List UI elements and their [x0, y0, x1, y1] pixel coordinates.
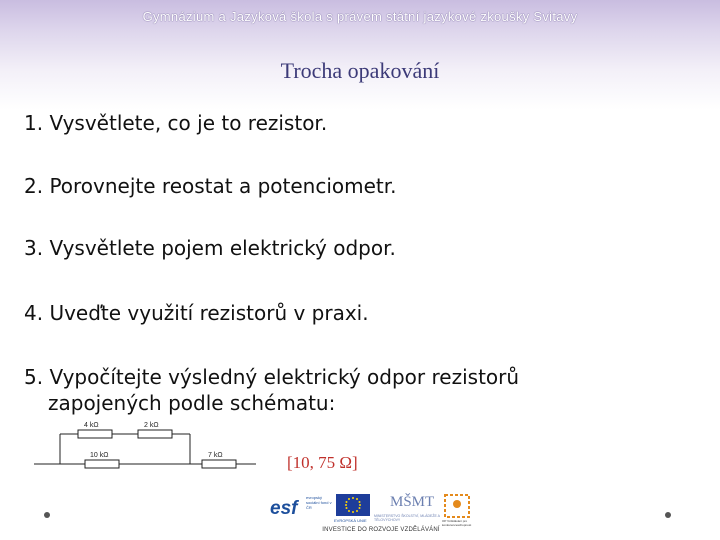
- resistor-2k-label: 2 kΩ: [144, 422, 159, 429]
- resistor-7k: [202, 460, 236, 468]
- nav-bullet-right: [665, 512, 671, 518]
- resistor-10k-label: 10 kΩ: [90, 452, 109, 459]
- esf-logo: [270, 494, 304, 520]
- slide-title: Trocha opakování: [280, 58, 440, 83]
- esf-caption: evropský sociální fond v ČR: [306, 495, 332, 510]
- question-4: 4. Uveďte využití rezistorů v praxi.: [24, 301, 369, 325]
- answer-result: [10, 75 Ω]: [287, 453, 358, 472]
- question-3: 3. Vysvětlete pojem elektrický odpor.: [24, 236, 396, 260]
- eu-funding-logos: [270, 490, 482, 534]
- school-header: Gymnázium a Jazyková škola s právem státní jazykové zkoušky Svitavy: [142, 9, 578, 24]
- funding-slogan: INVESTICE DO ROZVOJE VZDĚLÁVÁNÍ: [322, 527, 440, 533]
- esf-text: esf: [270, 498, 298, 519]
- circuit-schematic: [30, 418, 260, 488]
- eu-caption: EVROPSKÁ UNIE: [334, 518, 367, 523]
- question-5-line1: 5. Vypočítejte výsledný elektrický odpor rezistorů: [24, 365, 520, 389]
- question-1: 1. Vysvětlete, co je to rezistor.: [24, 111, 328, 135]
- resistor-2k: [138, 430, 172, 438]
- question-5: [24, 364, 519, 416]
- question-2: 2. Porovnejte reostat a potenciometr.: [24, 174, 397, 198]
- eu-flag-logo: [336, 494, 370, 516]
- op-vk-logo: [442, 492, 474, 520]
- msmt-caption: MINISTERSTVO ŠKOLSTVÍ, MLÁDEŽE A TĚLOVÝCHOVY: [374, 514, 440, 522]
- resistor-4k: [78, 430, 112, 438]
- op-caption: OP Vzdělávání pro konkurenceschopnost: [442, 519, 472, 527]
- nav-bullet-left: [44, 512, 50, 518]
- resistor-4k-label: 4 kΩ: [84, 422, 99, 429]
- msmt-text: MŠMT: [390, 494, 435, 510]
- question-5-line2: zapojených podle schématu:: [48, 391, 336, 415]
- resistor-10k: [85, 460, 119, 468]
- resistor-7k-label: 7 kΩ: [208, 452, 223, 459]
